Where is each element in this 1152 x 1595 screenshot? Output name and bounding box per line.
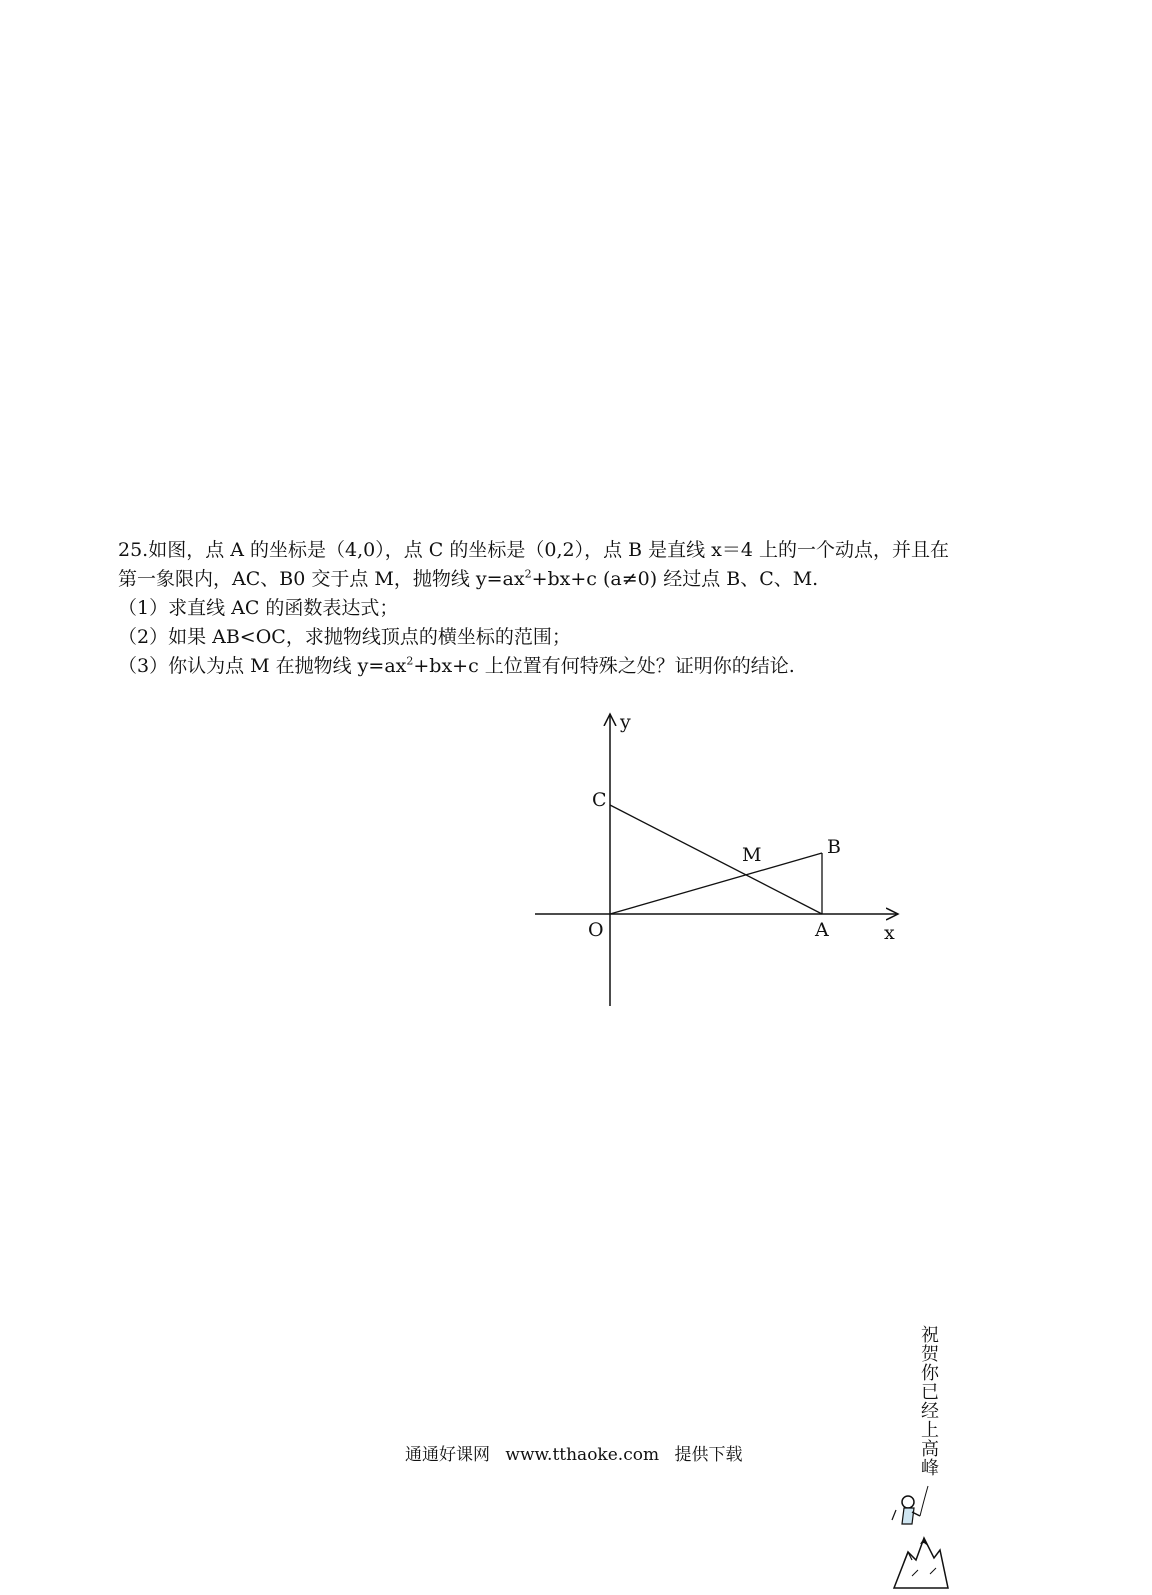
footer-credit [405,1440,752,1465]
footer-site-name: 通通好课网 [405,1445,490,1465]
problem-statement-line-1: 25.如图，点 A 的坐标是（4,0），点 C 的坐标是（0,2），点 B 是直线 x＝4 上的一个动点，并且在 [118,539,949,561]
problem-25 [118,536,1048,681]
segment-ca [610,805,822,914]
problem-statement-line-2-part-1: 第一象限内，AC、B0 交于点 M，抛物线 y=ax [118,568,525,590]
mountain-climber-icon [890,1480,950,1590]
coordinate-diagram [530,708,910,1013]
footer-tagline: 提供下载 [674,1445,743,1465]
exponent: 2 [406,654,414,668]
exponent: 2 [524,567,532,581]
question-3 [118,652,1048,681]
label-c: C [592,789,607,811]
congrats-vertical-text: 祝贺你已经上高峰 [918,1325,939,1477]
problem-statement-line-2-part-2: +bx+c (a≠0) 经过点 B、C、M. [531,568,819,590]
question-3-part-2: +bx+c 上位置有何特殊之处？证明你的结论. [413,655,795,677]
label-o: O [588,919,604,941]
question-3-part-1: （3）你认为点 M 在抛物线 y=ax [118,655,407,677]
label-a: A [815,919,829,941]
segment-ob [610,853,822,914]
problem-statement-line-2 [118,565,1048,594]
label-b: B [827,836,841,858]
coordinate-figure [530,708,910,1013]
label-y: y [620,711,631,733]
label-m: M [742,844,762,866]
footer-url: www.tthaoke.com [505,1445,660,1465]
question-1: （1）求直线 AC 的函数表达式； [118,597,399,619]
label-x: x [884,922,895,944]
question-2: （2）如果 AB<OC，求抛物线顶点的横坐标的范围； [118,626,571,648]
